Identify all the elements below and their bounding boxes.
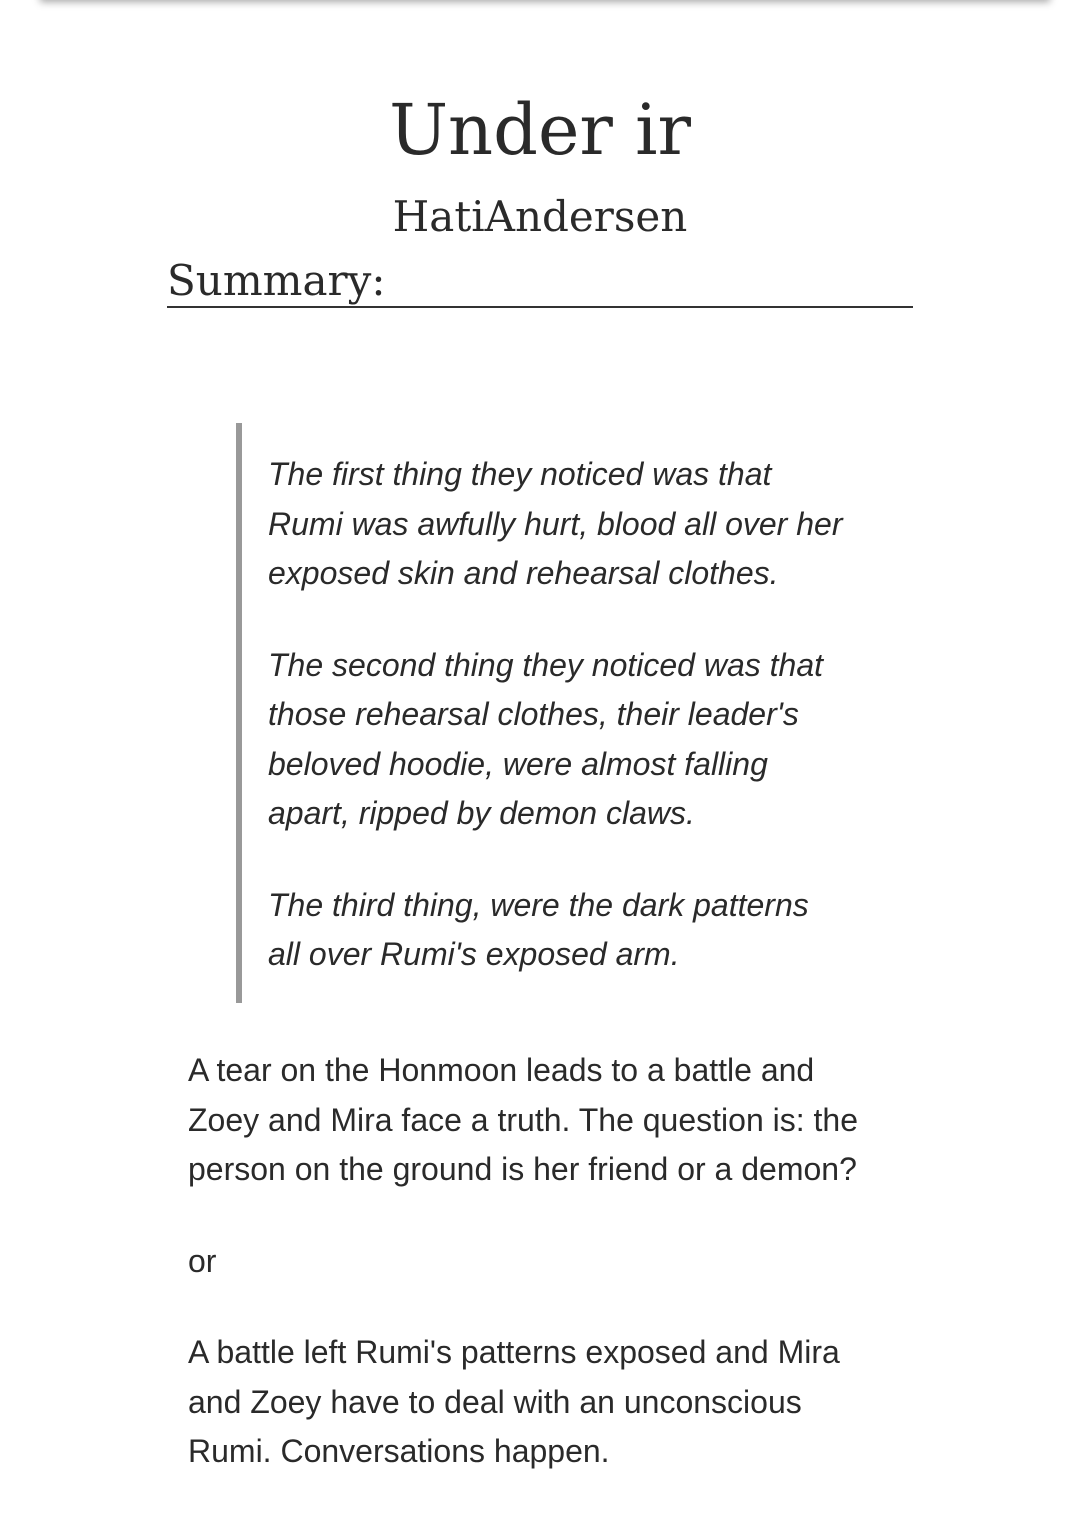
quote-line: those rehearsal clothes, their leader's bbox=[268, 696, 799, 732]
quote-line: all over Rumi's exposed arm. bbox=[268, 936, 680, 972]
summary-heading: Summary: bbox=[167, 256, 913, 308]
quote-paragraph-3 bbox=[268, 881, 858, 980]
summary-paragraph-1 bbox=[188, 1046, 888, 1195]
work-title: Under ir bbox=[389, 89, 691, 171]
quote-line: The third thing, were the dark patterns bbox=[268, 886, 809, 923]
quote-paragraph-2 bbox=[268, 641, 858, 839]
summary-line: Rumi. Conversations happen. bbox=[188, 1433, 610, 1469]
quote-paragraph-1 bbox=[268, 450, 858, 599]
summary-line: Zoey and Mira face a truth. The question is: the bbox=[188, 1101, 858, 1138]
quote-line: The first thing they noticed was that bbox=[268, 456, 772, 492]
quote-line: exposed skin and rehearsal clothes. bbox=[268, 555, 779, 591]
summary-line: A tear on the Honmoon leads to a battle and bbox=[188, 1052, 815, 1088]
summary-line: and Zoey have to deal with an unconscious bbox=[188, 1383, 802, 1420]
summary-paragraph-3 bbox=[188, 1328, 888, 1477]
summary-line: or bbox=[188, 1243, 217, 1279]
author-link[interactable]: HatiAndersen bbox=[392, 192, 688, 241]
quote-line: apart, ripped by demon claws. bbox=[268, 795, 695, 831]
quote-line: Rumi was awfully hurt, blood all over her bbox=[268, 505, 843, 542]
quote-line: The second thing they noticed was that bbox=[268, 646, 824, 683]
summary-paragraph-2 bbox=[188, 1237, 888, 1287]
summary-line: A battle left Rumi's patterns exposed and Mira bbox=[188, 1334, 840, 1370]
summary-blockquote bbox=[236, 423, 856, 1003]
quote-line: beloved hoodie, were almost falling bbox=[268, 745, 768, 782]
summary-line: person on the ground is her friend or a demon? bbox=[188, 1151, 857, 1187]
